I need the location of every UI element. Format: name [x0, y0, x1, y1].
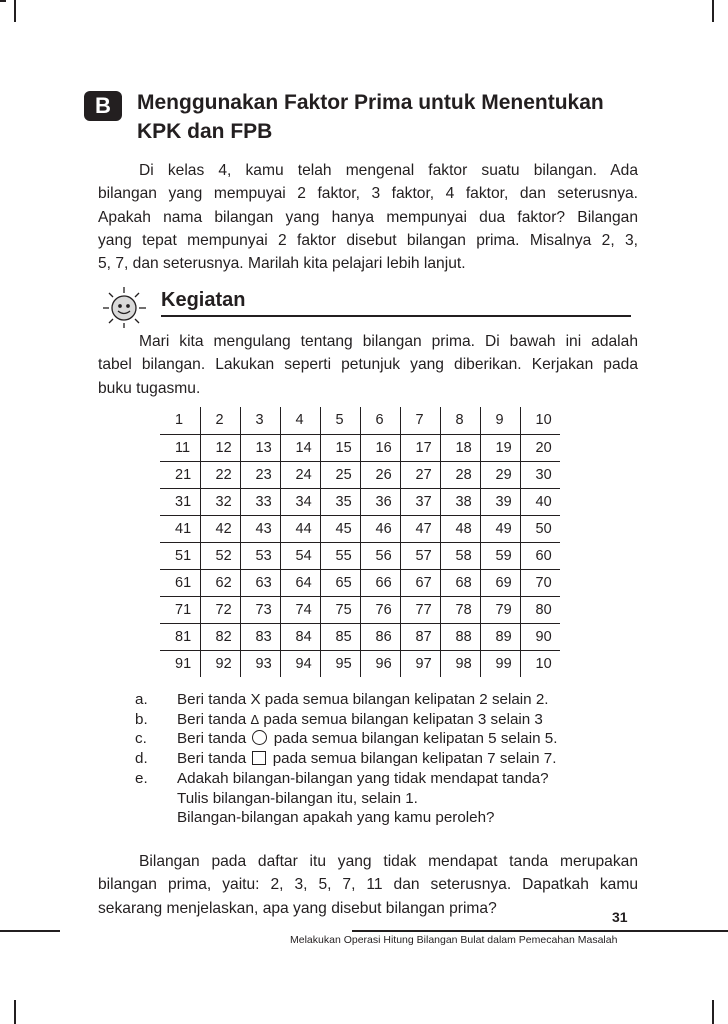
section-title-line: Menggunakan Faktor Prima untuk Menentukan [137, 91, 604, 114]
item-label: a. [135, 691, 148, 708]
table-cell: 19 [480, 434, 520, 461]
table-cell: 75 [320, 596, 360, 623]
activity-paragraph [98, 330, 638, 400]
table-cell: 83 [240, 623, 280, 650]
table-cell: 51 [160, 542, 200, 569]
table-cell: 17 [400, 434, 440, 461]
item-text: pada semua bilangan kelipatan 7 selain 7. [272, 750, 557, 768]
closing-paragraph [98, 850, 638, 920]
square-icon [252, 751, 266, 765]
table-cell: 10 [535, 655, 552, 672]
table-cell: 72 [200, 596, 240, 623]
table-cell: 22 [200, 461, 240, 488]
intro-paragraph [98, 159, 638, 275]
table-cell: 12 [200, 434, 240, 461]
table-cell: 67 [400, 569, 440, 596]
table-cell: 97 [400, 650, 440, 677]
table-cell: 82 [200, 623, 240, 650]
table-cell: 91 [160, 650, 200, 677]
closing-line: Bilangan pada daftar itu yang tidak mendapat tanda merupakan [139, 853, 638, 870]
table-row [160, 515, 560, 542]
activity-heading-rule [161, 315, 631, 317]
table-cell: 1 [160, 407, 200, 434]
crop-mark [14, 0, 16, 22]
table-cell: 55 [320, 542, 360, 569]
footer-rule [352, 930, 728, 932]
table-cell: 11 [160, 434, 200, 461]
table-cell: 26 [360, 461, 400, 488]
table-cell: 25 [320, 461, 360, 488]
item-label: c. [135, 730, 147, 748]
table-row [160, 461, 560, 488]
table-row [160, 623, 560, 650]
intro-line: 5, 7, dan seterusnya. Marilah kita pelajari lebih lanjut. [98, 255, 466, 273]
table-cell: 48 [440, 515, 480, 542]
table-row [160, 650, 560, 677]
table-cell: 61 [160, 569, 200, 596]
list-item [135, 749, 557, 769]
table-cell: 89 [480, 623, 520, 650]
list-item [135, 710, 557, 730]
table-cell: 4 [280, 407, 320, 434]
table-cell: 99 [480, 650, 520, 677]
activity-line: tabel bilangan. Lakukan seperti petunjuk yang diberikan. Kerjakan pada [98, 356, 638, 374]
item-text: Beri tanda X pada semua bilangan kelipatan 2 selain 2. [177, 691, 549, 708]
table-cell: 44 [280, 515, 320, 542]
smiling-sun-icon [100, 283, 150, 329]
table-cell: 59 [480, 542, 520, 569]
section-badge: B [84, 91, 122, 121]
table-cell: 23 [240, 461, 280, 488]
list-item [135, 690, 557, 710]
table-cell: 79 [480, 596, 520, 623]
intro-line: yang tepat mempunyai 2 faktor disebut bilangan prima. Misalnya 2, 3, [98, 231, 638, 249]
table-cell: 68 [440, 569, 480, 596]
table-cell: 88 [440, 623, 480, 650]
table-cell: 16 [360, 434, 400, 461]
item-text: Bilangan-bilangan apakah yang kamu peroleh? [177, 809, 495, 827]
table-cell: 78 [440, 596, 480, 623]
table-cell: 14 [280, 434, 320, 461]
table-cell: 98 [440, 650, 480, 677]
table-row [160, 596, 560, 623]
table-cell: 38 [440, 488, 480, 515]
table-cell: 96 [360, 650, 400, 677]
item-text: pada semua bilangan kelipatan 5 selain 5. [273, 730, 558, 748]
table-cell: 77 [400, 596, 440, 623]
table-cell: 66 [360, 569, 400, 596]
item-text: Beri tanda [177, 730, 247, 748]
table-cell: 8 [440, 407, 480, 434]
table-cell: 92 [200, 650, 240, 677]
crop-mark [0, 0, 6, 2]
section-title-line: KPK dan FPB [137, 120, 273, 143]
table-row [160, 542, 560, 569]
table-cell: 34 [280, 488, 320, 515]
crop-mark [712, 1000, 714, 1024]
table-cell: 76 [360, 596, 400, 623]
table-cell: 47 [400, 515, 440, 542]
table-row [160, 488, 560, 515]
table-cell: 73 [240, 596, 280, 623]
table-cell: 45 [320, 515, 360, 542]
table-cell: 49 [480, 515, 520, 542]
intro-line: Di kelas 4, kamu telah mengenal faktor suatu bilangan. Ada [139, 162, 638, 179]
table-cell: 28 [440, 461, 480, 488]
item-text: Tulis bilangan-bilangan itu, selain 1. [177, 789, 418, 807]
circle-icon [252, 730, 267, 745]
item-text: Beri tanda [177, 710, 247, 728]
table-cell: 64 [280, 569, 320, 596]
table-cell: 7 [400, 407, 440, 434]
activity-line: Mari kita mengulang tentang bilangan prima. Di bawah ini adalah [139, 333, 638, 350]
table-cell: 29 [480, 461, 520, 488]
table-cell: 70 [520, 569, 560, 596]
table-cell: 9 [480, 407, 520, 434]
intro-line: bilangan yang mempuyai 2 faktor, 3 faktor, 4 faktor, dan seterusnya. [98, 185, 638, 203]
list-item [135, 769, 557, 828]
item-text: Adakah bilangan-bilangan yang tidak mendapat tanda? [177, 769, 549, 787]
table-cell: 46 [360, 515, 400, 542]
item-label: e. [135, 769, 148, 787]
closing-line: bilangan prima, yaitu: 2, 3, 5, 7, 11 dan seterusnya. Dapatkah kamu [98, 876, 638, 894]
table-cell: 95 [320, 650, 360, 677]
table-cell: 94 [280, 650, 320, 677]
table-cell: 93 [240, 650, 280, 677]
table-cell: 84 [280, 623, 320, 650]
table-cell: 63 [240, 569, 280, 596]
table-cell: 10 [520, 407, 560, 434]
page-number: 31 [612, 909, 628, 925]
table-cell: 13 [240, 434, 280, 461]
item-label: b. [135, 710, 148, 728]
table-cell: 2 [200, 407, 240, 434]
table-cell: 57 [400, 542, 440, 569]
table-row [160, 569, 560, 596]
table-cell: 50 [520, 515, 560, 542]
instruction-list [135, 690, 557, 828]
table-cell: 69 [480, 569, 520, 596]
table-cell: 5 [320, 407, 360, 434]
closing-line: sekarang menjelaskan, apa yang disebut bilangan prima? [98, 899, 497, 917]
list-item [135, 729, 557, 749]
activity-heading: Kegiatan [161, 289, 246, 311]
table-cell: 6 [360, 407, 400, 434]
table-cell: 58 [440, 542, 480, 569]
crop-mark [14, 1000, 16, 1024]
table-cell: 32 [200, 488, 240, 515]
table-cell: 35 [320, 488, 360, 515]
table-cell: 87 [400, 623, 440, 650]
table-cell: 52 [200, 542, 240, 569]
intro-line: Apakah nama bilangan yang hanya mempunyai dua faktor? Bilangan [98, 208, 638, 226]
table-cell: 54 [280, 542, 320, 569]
table-cell: 62 [200, 569, 240, 596]
table-cell: 15 [320, 434, 360, 461]
table-cell: 24 [280, 461, 320, 488]
section-title [137, 88, 657, 146]
crop-mark [0, 930, 60, 932]
item-text: Beri tanda [177, 750, 247, 768]
table-cell: 56 [360, 542, 400, 569]
table-cell: 41 [160, 515, 200, 542]
table-cell: 3 [240, 407, 280, 434]
item-label: d. [135, 750, 148, 768]
table-cell: 86 [360, 623, 400, 650]
table-cell: 36 [360, 488, 400, 515]
table-cell: 65 [320, 569, 360, 596]
table-cell: 37 [400, 488, 440, 515]
table-cell: 21 [160, 461, 200, 488]
table-cell: 39 [480, 488, 520, 515]
table-cell: 90 [520, 623, 560, 650]
running-footer: Melakukan Operasi Hitung Bilangan Bulat dalam Pemecahan Masalah [290, 934, 618, 946]
table-cell: 81 [160, 623, 200, 650]
table-cell: 20 [520, 434, 560, 461]
table-cell: 71 [160, 596, 200, 623]
number-table [160, 407, 560, 677]
item-text: pada semua bilangan kelipatan 3 selain 3 [263, 710, 543, 728]
table-cell: 43 [240, 515, 280, 542]
table-cell: 31 [160, 488, 200, 515]
table-cell: 74 [280, 596, 320, 623]
activity-line: buku tugasmu. [98, 379, 201, 397]
table-cell: 60 [520, 542, 560, 569]
table-cell: 30 [520, 461, 560, 488]
table-cell: 40 [520, 488, 560, 515]
table-cell: 85 [320, 623, 360, 650]
triangle-icon: Δ [250, 711, 260, 727]
table-cell: 53 [240, 542, 280, 569]
crop-mark [712, 0, 714, 22]
table-row [160, 434, 560, 461]
table-cell: 18 [440, 434, 480, 461]
table-cell: 27 [400, 461, 440, 488]
table-cell: 80 [520, 596, 560, 623]
table-cell: 33 [240, 488, 280, 515]
table-cell: 42 [200, 515, 240, 542]
table-row [160, 407, 560, 434]
